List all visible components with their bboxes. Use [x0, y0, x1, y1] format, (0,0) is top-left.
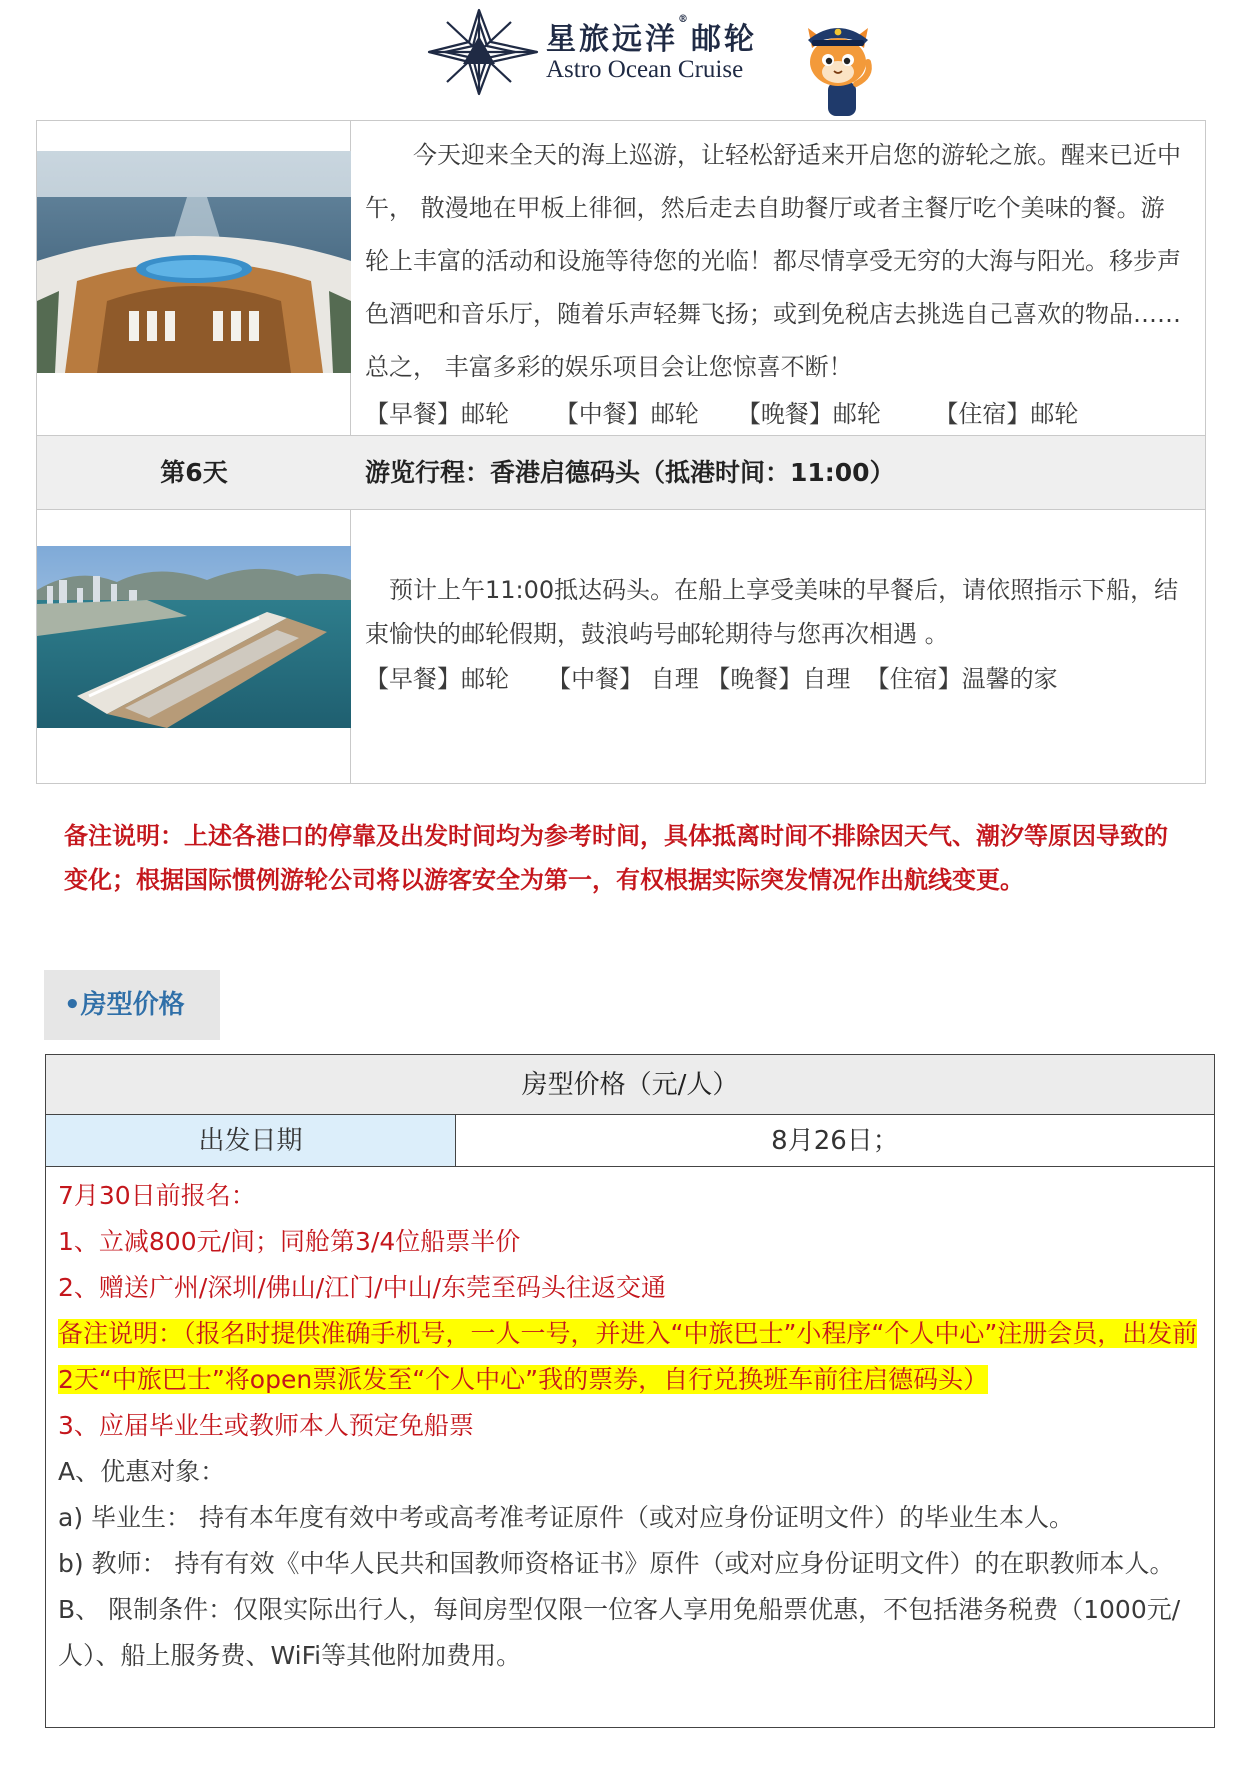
promo-target-graduates: a) 毕业生： 持有本年度有效中考或高考准考证原件（或对应身份证明文件）的毕业生本人。 — [58, 1503, 1074, 1532]
sea-day-photo-cell — [37, 121, 351, 435]
promo-transport: 2、赠送广州/深圳/佛山/江门/中山/东莞至码头往返交通 — [58, 1273, 667, 1302]
brand-name-cn: 星旅远洋®邮轮 — [546, 14, 757, 57]
day6-label: 第6天 — [160, 458, 228, 487]
day6-route: 游览行程：香港启德码头（抵港时间：11:00） — [365, 458, 895, 487]
departure-date-row — [46, 1115, 1214, 1167]
promo-target-teachers: b) 教师： 持有有效《中华人民共和国教师资格证书》原件（或对应身份证明文件）的在职教师本人。 — [58, 1549, 1175, 1578]
ship-deck-pool-photo — [37, 151, 351, 373]
room-price-table — [45, 1054, 1215, 1728]
sea-day-description: 今天迎来全天的海上巡游，让轻松舒适来开启您的游轮之旅。醒来已近中午， 散漫地在甲板上徘徊，然后走去自助餐厅或者主餐厅吃个美味的餐。游轮上丰富的活动和设施等待您的光临！都尽情享受无穷的大海与阳光。移步声色酒吧和音乐厅，随着乐声轻舞飞扬；或到免税店去挑选自己喜欢的物品……总之， 丰富多彩的娱乐项目会让您惊喜不断！ — [365, 141, 1181, 381]
sea-day-meals: 【早餐】邮轮 【中餐】邮轮 【晚餐】邮轮 【住宿】邮轮 — [365, 400, 1079, 428]
day6-description: 预计上午11:00抵达码头。在船上享受美味的早餐后，请依照指示下船，结束愉快的邮轮假期，鼓浪屿号邮轮期待与您再次相遇 。 — [365, 576, 1179, 648]
star-compass-logo-icon — [425, 6, 543, 98]
brand-name-en: Astro Ocean Cruise — [546, 56, 744, 83]
day6-header-row — [37, 436, 1205, 510]
day6-meals: 【早餐】邮轮 【中餐】 自理 【晚餐】自理 【住宿】温馨的家 — [365, 665, 1058, 693]
promotion-details — [46, 1167, 1214, 1679]
captain-cat-mascot-icon — [798, 14, 878, 118]
promo-free-ticket: 3、应届毕业生或教师本人预定免船票 — [58, 1411, 474, 1440]
promo-deadline: 7月30日前报名： — [58, 1181, 256, 1210]
sea-day-row — [37, 121, 1205, 436]
port-time-remark: 备注说明：上述各港口的停靠及出发时间均为参考时间，具体抵离时间不排除因天气、潮汐等原因导致的变化；根据国际惯例游轮公司将以游客安全为第一，有权根据实际突发情况作出航线变更。 — [64, 822, 1168, 894]
promo-target-heading: A、优惠对象： — [58, 1457, 226, 1486]
itinerary-table — [36, 120, 1206, 784]
kai-tak-terminal-photo — [37, 546, 351, 728]
departure-date-label: 出发日期 — [46, 1115, 456, 1166]
price-table-title: 房型价格（元/人） — [46, 1055, 1214, 1115]
day6-row — [37, 510, 1205, 783]
page-header — [0, 0, 1236, 120]
day6-photo-cell — [37, 510, 351, 783]
promo-restrictions: B、 限制条件：仅限实际出行人，每间房型仅限一位客人享用免船票优惠，不包括港务税费（1000元/人）、船上服务费、WiFi等其他附加费用。 — [58, 1595, 1181, 1670]
departure-date-value: 8月26日； — [771, 1126, 899, 1156]
promo-discount: 1、立减800元/间；同舱第3/4位船票半价 — [58, 1227, 521, 1256]
section-tag-room-price: •房型价格 — [44, 970, 220, 1040]
promo-transport-remark: 备注说明：（报名时提供准确手机号，一人一号，并进入“中旅巴士”小程序“个人中心”注册会员，出发前2天“中旅巴士”将open票派发至“个人中心”我的票券，自行兑换班车前往启德码头） — [58, 1319, 1198, 1394]
